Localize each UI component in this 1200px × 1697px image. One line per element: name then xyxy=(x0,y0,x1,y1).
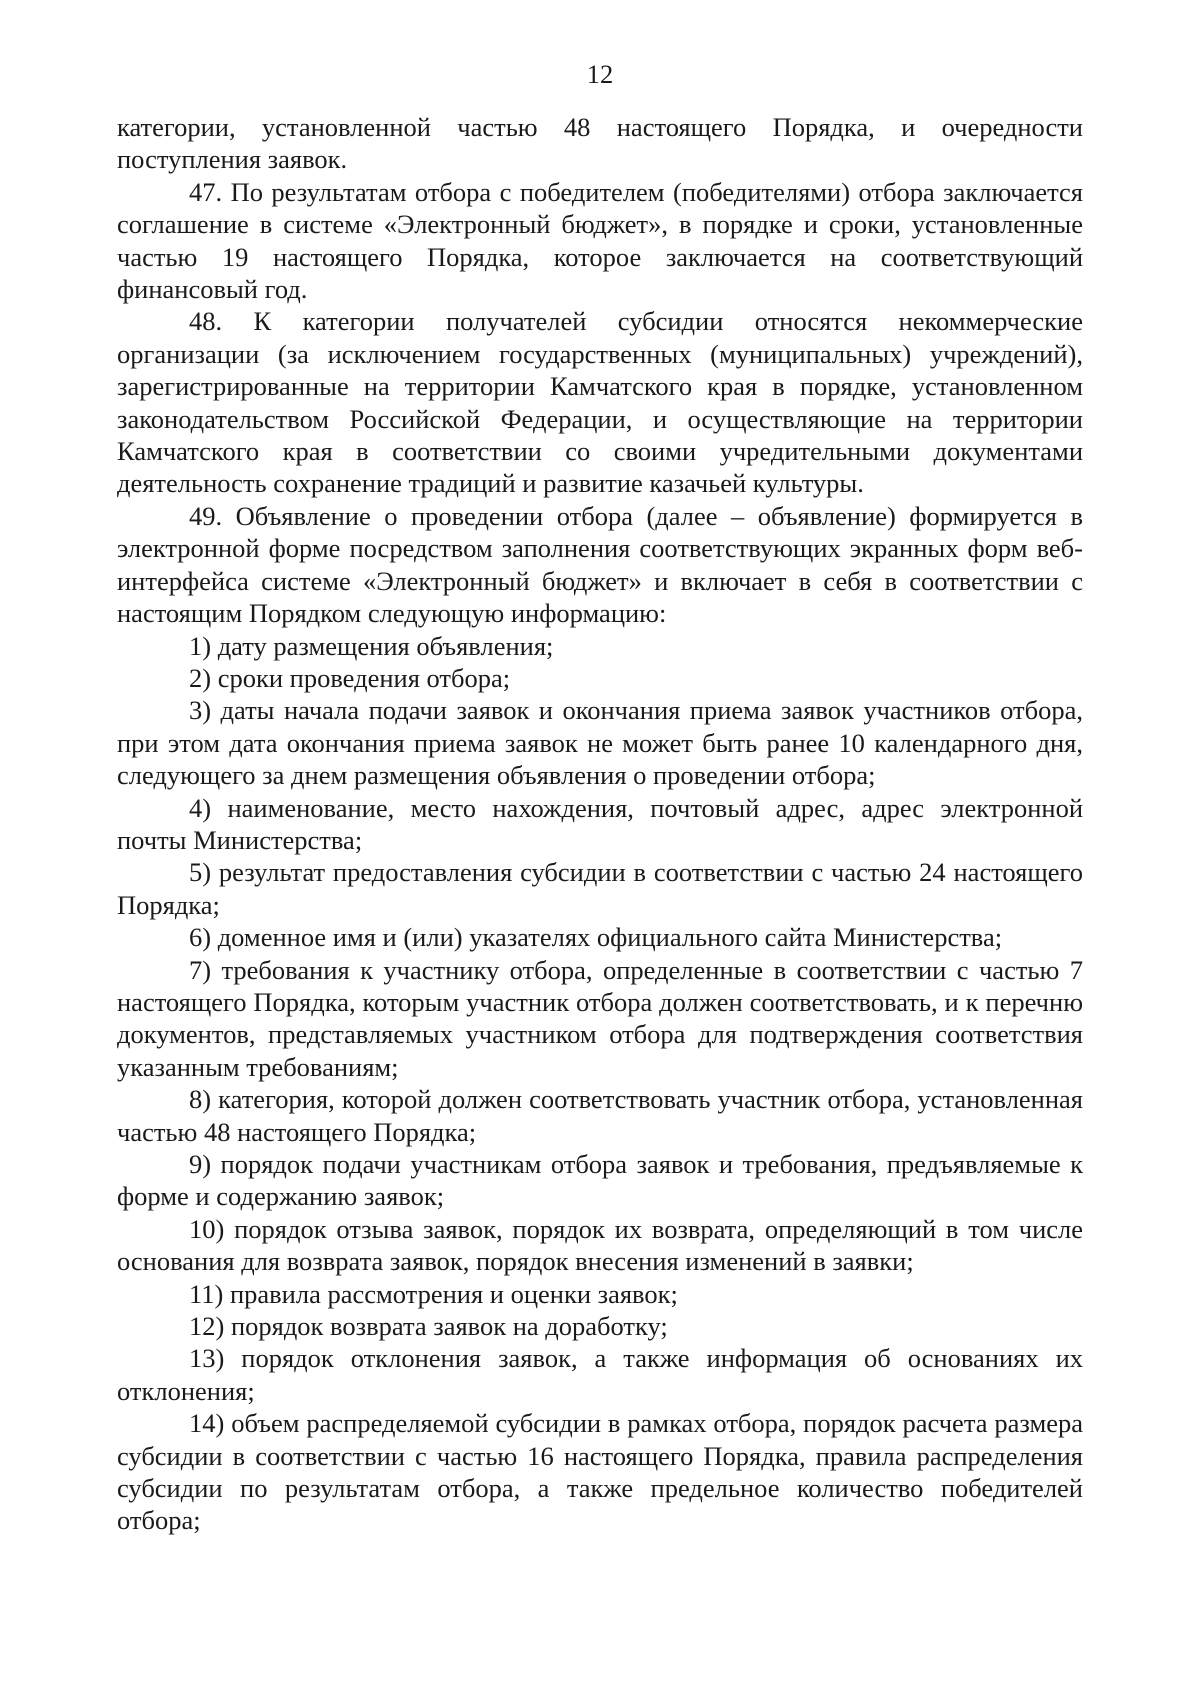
list-item-13: 13) порядок отклонения заявок, а также информация об основаниях их отклонения; xyxy=(117,1343,1083,1406)
list-item-12: 12) порядок возврата заявок на доработку; xyxy=(189,1311,668,1342)
list-item-5: 5) результат предоставления субсидии в соответствии с частью 24 настоящего Порядка; xyxy=(117,857,1083,920)
list-item-14: 14) объем распределяемой субсидии в рамках отбора, порядок расчета размера субсидии в соответствии с частью 16 настоящего Порядка, правила распределения субсидии по результатам отбора, а также предельное количество победителей отбора; xyxy=(117,1408,1083,1536)
list-item-4: 4) наименование, место нахождения, почтовый адрес, адрес электронной почты Министерства; xyxy=(117,792,1083,855)
list-item-10: 10) порядок отзыва заявок, порядок их возврата, определяющий в том числе основания для возврата заявок, порядок внесения изменений в заявки; xyxy=(117,1213,1083,1277)
document-body xyxy=(117,111,1083,1537)
list-item-8: 8) категория, которой должен соответствовать участник отбора, установленная частью 48 настоящего Порядка; xyxy=(117,1084,1083,1147)
list-item-11: 11) правила рассмотрения и оценки заявок; xyxy=(189,1278,678,1309)
list-item-3: 3) даты начала подачи заявок и окончания приема заявок участников отбора, при этом дата окончания приема заявок не может быть ранее 10 календарного дня, следующего за днем размещения объявления о проведении отбора; xyxy=(117,695,1083,791)
paragraph-49: 49. Объявление о проведении отбора (далее – объявление) формируется в электронной форме посредством заполнения соответствующих экранных форм веб-интерфейса системе «Электронный бюджет» и включает в себя в соответствии с настоящим Порядком следующую информацию: xyxy=(117,500,1083,629)
list-item-1: 1) дату размещения объявления; xyxy=(189,630,554,661)
list-item-7: 7) требования к участнику отбора, определенные в соответствии с частью 7 настоящего Порядка, которым участник отбора должен соответствовать, и к перечню документов, представляемых участником отбора для подтверждения соответствия указанным требованиям; xyxy=(117,954,1083,1082)
list-item-2: 2) сроки проведения отбора; xyxy=(189,662,511,693)
list-item-6: 6) доменное имя и (или) указателях официального сайта Министерства; xyxy=(189,922,1003,953)
paragraph-47: 47. По результатам отбора с победителем (победителями) отбора заключается соглашение в системе «Электронный бюджет», в порядке и сроки, установленные частью 19 настоящего Порядка, которое заключается на соответствующий финансовый год. xyxy=(117,176,1083,305)
page-number: 12 xyxy=(586,59,614,89)
paragraph-48: 48. К категории получателей субсидии относятся некоммерческие организации (за исключением государственных (муниципальных) учреждений), зарегистрированные на территории Камчатского края в порядке, установленном законодательством Российской Федерации, и осуществляющие на территории Камчатского края в соответствии со своими учредительными документами деятельность сохранение традиций и развитие казачьей культуры. xyxy=(117,306,1083,499)
list-item-9: 9) порядок подачи участникам отбора заявок и требования, предъявляемые к форме и содержанию заявок; xyxy=(117,1149,1083,1212)
paragraph-continuation: категории, установленной частью 48 настоящего Порядка, и очередности поступления заявок. xyxy=(117,112,1083,175)
